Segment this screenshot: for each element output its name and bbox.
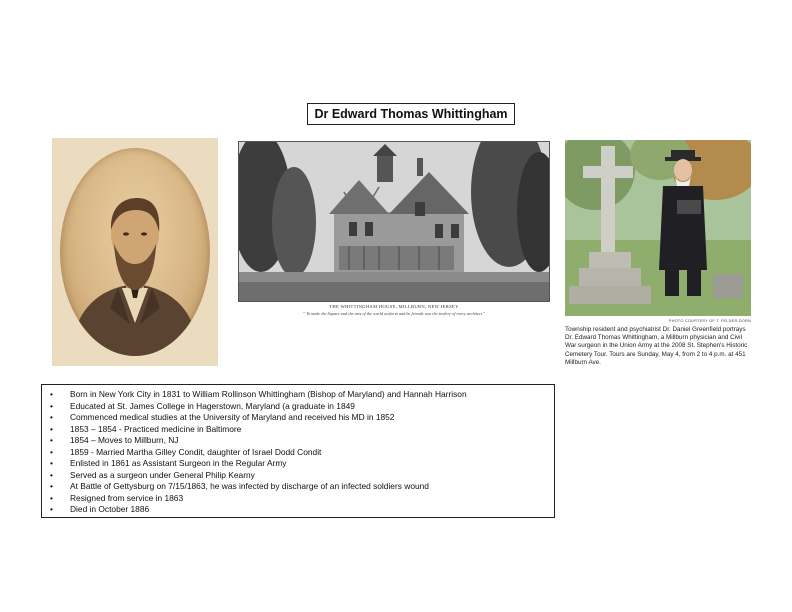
list-item: • 1859 - Married Martha Gilley Condit, daughter of Israel Dodd Condit	[48, 447, 548, 459]
portrait-figure	[60, 148, 210, 356]
list-item: • 1854 – Moves to Millburn, NJ	[48, 435, 548, 447]
photo-credit: PHOTO COURTESY OF T. FELDER DORN	[668, 318, 751, 323]
page-title: Dr Edward Thomas Whittingham	[307, 103, 515, 125]
cemetery-illustration	[565, 140, 751, 316]
list-item: • Served as a surgeon under General Philip Kearny	[48, 470, 548, 482]
house-subcaption: " To make the Square and the arts of the world uniform and be friends was the zealery of every architect "	[303, 311, 485, 316]
list-item: • At Battle of Gettysburg on 7/15/1863, he was infected by discharge of an infected soldiers wound	[48, 481, 548, 493]
list-item: • Educated at St. James College in Hagerstown, Maryland (a graduate in 1849	[48, 401, 548, 413]
biography-box	[41, 384, 555, 518]
list-item: • 1853 – 1854 - Practiced medicine in Baltimore	[48, 424, 548, 436]
list-item: • Died in October 1886	[48, 504, 548, 516]
list-item: • Commenced medical studies at the University of Maryland and received his MD in 1852	[48, 412, 548, 424]
house-illustration	[239, 142, 549, 301]
house-photo	[238, 141, 550, 302]
portrait-photo	[52, 138, 218, 366]
biography-list	[48, 389, 548, 516]
house-caption: THE WHITTINGHAM HOUSE, MILLBURN, NEW JERSEY	[329, 304, 459, 309]
list-item: • Enlisted in 1861 as Assistant Surgeon in the Regular Army	[48, 458, 548, 470]
list-item: • Born in New York City in 1831 to William Rollinson Whittingham (Bishop of Maryland) and Hannah Harrison	[48, 389, 548, 401]
cemetery-photo	[565, 140, 751, 316]
cemetery-caption: Township resident and psychiatrist Dr. Daniel Greenfield portrays Dr. Edward Thomas Whittingham, a Millburn physician and Civil War surgeon in the Union Army at the 2008 St. Stephen's Historic Cemetery Tour. Tours are Sunday, May 4, from 2 to 4 p.m. at 451 Millburn Ave.	[565, 326, 748, 366]
list-item: • Resigned from service in 1863	[48, 493, 548, 505]
